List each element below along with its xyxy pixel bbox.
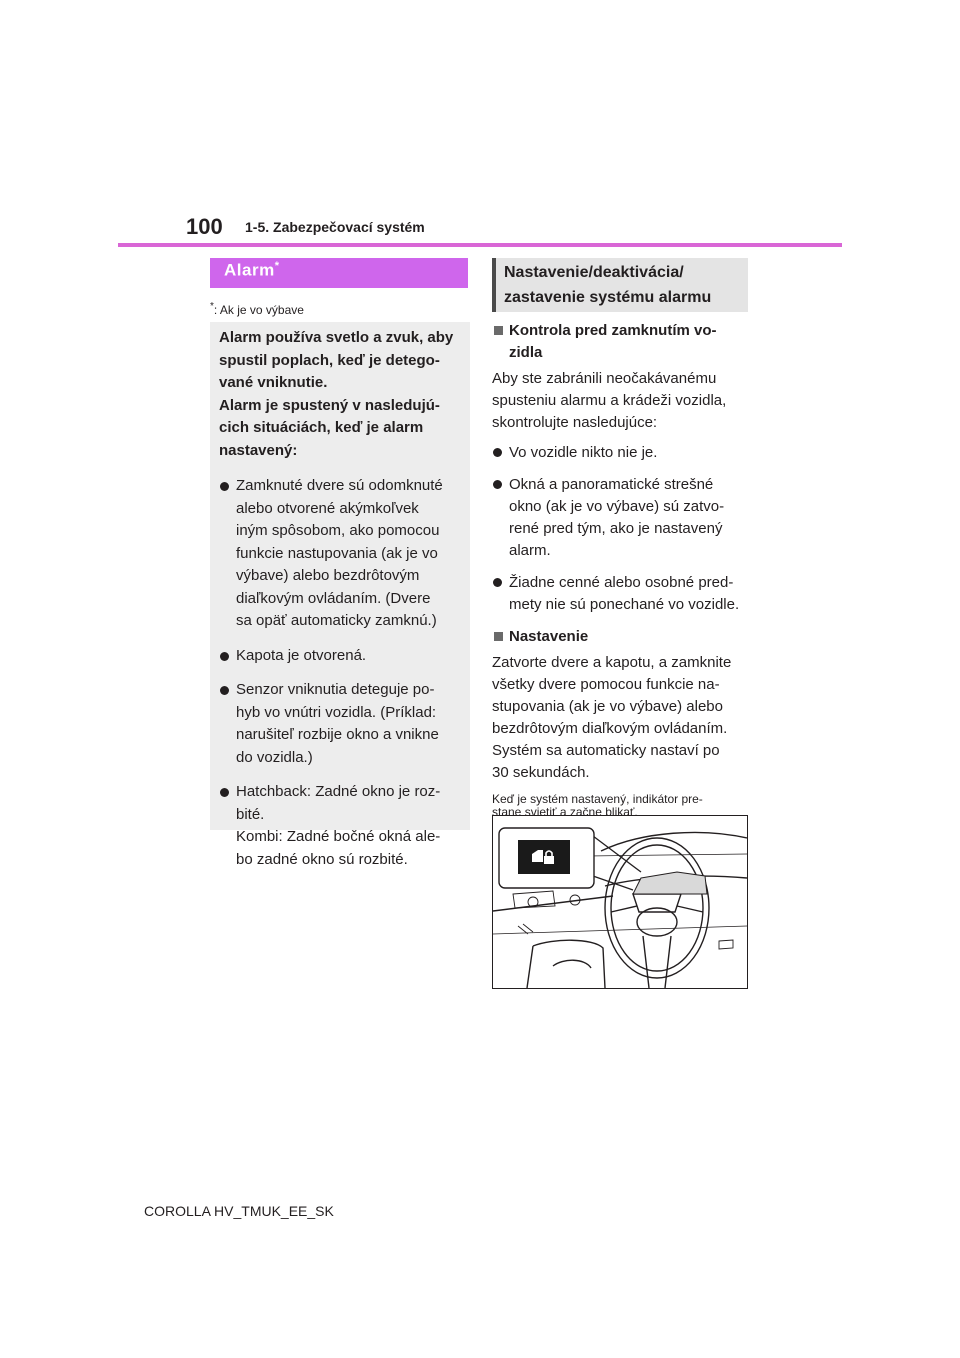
bullet-line: bité. [236, 805, 265, 823]
bullet-line: mety nie sú ponechané vo vozidle. [509, 596, 740, 613]
setup-heading-line: Nastavenie/deaktivácia/ [504, 264, 684, 281]
subheading-line: Kontrola pred zamknutím vo- [509, 322, 717, 339]
intro-line: nastavený: [219, 441, 298, 459]
intro-line: vané vniknutie. [219, 374, 328, 391]
paragraph-line: bezdrôtovým diaľkovým ovládaním. [492, 720, 728, 737]
bullet-line: alebo otvorené akýmkoľvek [236, 499, 419, 517]
bullet-line: bo zadné okno sú rozbité. [236, 850, 408, 868]
paragraph-line: Systém sa automaticky nastaví po [492, 742, 720, 759]
check-item [492, 474, 756, 562]
trigger-item-hood [219, 645, 462, 668]
paragraph-line: Aby ste zabránili neočakávanému [492, 370, 717, 387]
paragraph-line: spusteniu alarmu a krádeži vozidla, [492, 392, 727, 409]
trigger-item-doors [219, 475, 462, 633]
availability-note-text: : Ak je vo výbave [213, 303, 304, 317]
dashboard-drawing [493, 816, 747, 988]
paragraph-line: Zatvorte dvere a kapotu, a zamknite [492, 654, 732, 671]
bullet-line: do vozidla.) [236, 748, 313, 766]
trigger-item-sensor [219, 679, 462, 769]
footer-model-code: COROLLA HV_TMUK_EE_SK [144, 1203, 334, 1219]
alarm-description-box [210, 322, 470, 868]
bullet-line: Vo vozidle nikto nie je. [509, 444, 658, 461]
check-item [492, 442, 756, 464]
bullet-line: Hatchback: Zadné okno je roz- [236, 783, 441, 800]
alarm-heading-text: Alarm [224, 260, 275, 280]
trigger-list [219, 475, 462, 871]
note-line: stane svietiť a začne blikať. [492, 805, 638, 819]
check-paragraph [492, 368, 756, 434]
alarm-heading-marker: * [274, 260, 280, 272]
bullet-line: okno (ak je vo výbave) sú zatvo- [509, 498, 725, 515]
subheading-check [492, 320, 756, 364]
paragraph-line: stupovania (ak je vo výbave) alebo [492, 698, 723, 715]
intro-line: spustil poplach, keď je detego- [219, 351, 440, 369]
setup-heading-line: zastavenie systému alarmu [504, 289, 712, 306]
bullet-line: Okná a panoramatické strešné [509, 476, 714, 493]
note-line: Keď je systém nastavený, indikátor pre- [492, 792, 703, 806]
check-item [492, 572, 756, 616]
bullet-line: Senzor vniknutia deteguje po- [236, 681, 435, 698]
bullet-line: hyb vo vnútri vozidla. (Príklad: [236, 703, 437, 721]
paragraph-line: skontrolujte nasledujúce: [492, 414, 658, 431]
intro-line: Alarm používa svetlo a zvuk, aby [219, 329, 454, 346]
header-rule [118, 243, 842, 247]
paragraph-line: všetky dvere pomocou funkcie na- [492, 676, 720, 693]
bullet-line: výbave) alebo bezdrôtovým [236, 567, 420, 584]
section-title: 1-5. Zabezpečovací systém [245, 219, 425, 235]
subheading-line: Nastavenie [509, 628, 589, 645]
bullet-line: narušiteľ rozbije okno a vnikne [236, 726, 439, 743]
setting-paragraph [492, 652, 756, 784]
intro-line: Alarm je spustený v nasledujú- [219, 396, 440, 414]
trigger-item-windows [219, 781, 462, 871]
page-number: 100 [186, 214, 223, 239]
bullet-line: funkcie nastupovania (ak je vo [236, 544, 438, 562]
bullet-line: diaľkovým ovládaním. (Dvere [236, 589, 431, 607]
bullet-line: alarm. [509, 542, 551, 559]
bullet-line: sa opäť automaticky zamknú.) [236, 612, 437, 629]
bullet-line: Zamknuté dvere sú odomknuté [236, 477, 443, 494]
alarm-heading [210, 258, 468, 288]
subheading-line: zidla [509, 344, 543, 361]
bullet-line: Žiadne cenné alebo osobné pred- [509, 574, 734, 591]
paragraph-line: 30 sekundách. [492, 764, 590, 781]
bullet-line: Kapota je otvorená. [236, 646, 367, 664]
right-column [492, 320, 756, 819]
intro-line: cich situáciách, keď je alarm [219, 419, 424, 436]
availability-note-marker: * [210, 301, 214, 312]
subheading-setting [492, 626, 756, 648]
availability-note [210, 301, 304, 317]
bullet-line: Kombi: Zadné bočné okná ale- [236, 828, 441, 845]
setup-heading [492, 258, 748, 312]
dashboard-illustration [492, 815, 748, 989]
alarm-intro [219, 327, 462, 462]
bullet-line: rené pred tým, ako je nastavený [509, 520, 723, 537]
check-list [492, 442, 756, 616]
bullet-line: iným spôsobom, ako pomocou [236, 522, 440, 539]
lock-icon [532, 850, 554, 864]
